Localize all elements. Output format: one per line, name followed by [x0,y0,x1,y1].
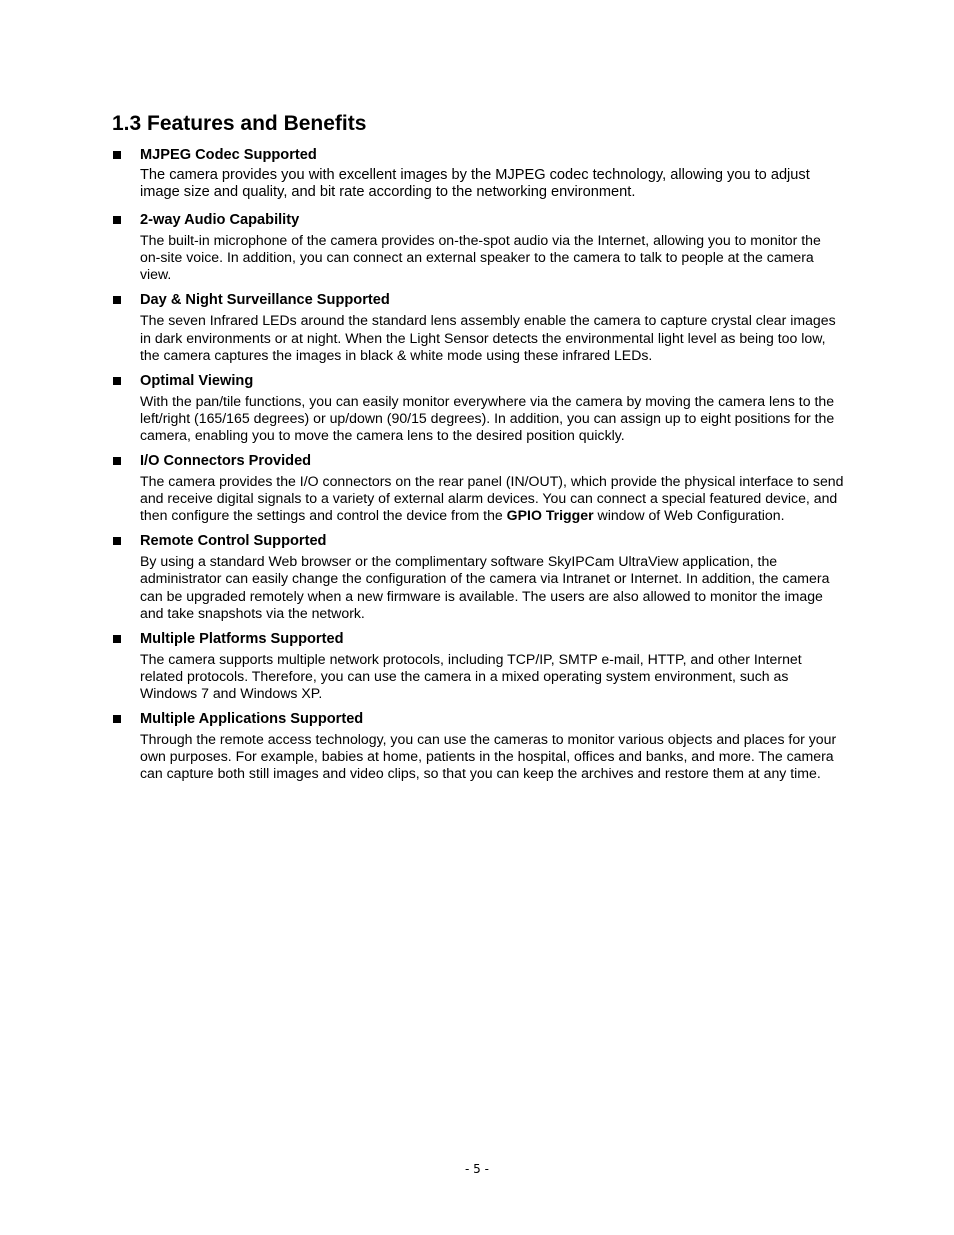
feature-description: The built-in microphone of the camera provides on-the-spot audio via the Internet, allowing you to monitor the on-site voice. In addition, you can connect an external speaker to the camera to talk to people at the camera view. [140,232,821,283]
gpio-trigger-window-name: GPIO Trigger [506,507,594,524]
feature-heading [112,709,847,729]
feature-heading [112,145,847,165]
feature-title: 2-way Audio Capability [140,212,300,229]
feature-heading [112,290,847,310]
feature-description: The seven Infrared LEDs around the standard lens assembly enable the camera to capture crystal clear images in dark environments or at night. When the Light Sensor detects the environmental light level as being too low, the camera captures the images in black & white mode using these infrared LEDs. [140,312,836,363]
feature-title: Multiple Applications Supported [140,710,364,727]
feature-title: Multiple Platforms Supported [140,630,344,647]
feature-title: Remote Control Supported [140,533,327,550]
feature-title: MJPEG Codec Supported [140,147,317,163]
section-title: 1.3 Features and Benefits [112,112,367,135]
feature-title: Day & Night Surveillance Supported [140,292,390,309]
feature-heading [112,629,847,649]
square-bullet-icon [113,377,121,385]
feature-description-text: The camera provides the I/O connectors on the rear panel (IN/OUT), which provide the physical interface to send and receive digital signals to a variety of external alarm devices. You can connect a special featured device, and then configure the settings and control the device from the [140,473,844,524]
feature-item [112,629,847,702]
square-bullet-icon [113,635,121,643]
feature-description: With the pan/tile functions, you can easily monitor everywhere via the camera by moving the camera lens to the left/right (165/165 degrees) or up/down (90/15 degrees). In addition, you can assign up to eight positions for the camera, enabling you to move the camera lens to the desired position quickly. [140,392,835,443]
feature-description: The camera provides you with excellent images by the MJPEG codec technology, allowing you to adjust image size and quality, and bit rate according to the networking environment. [140,167,810,201]
feature-heading [112,210,847,230]
feature-item [112,210,847,283]
feature-description: By using a standard Web browser or the complimentary software SkyIPCam UltraView application, the administrator can easily change the configuration of the camera via Intranet or Internet. In addition, the camera can be upgraded remotely when a new firmware is available. The users are also allowed to monitor the image and take snapshots via the network. [140,553,830,621]
feature-list [112,145,847,782]
feature-description [140,473,845,524]
square-bullet-icon [113,457,121,465]
feature-item [112,371,847,444]
feature-title: Optimal Viewing [140,372,254,389]
square-bullet-icon [113,216,121,224]
feature-item [112,709,847,782]
feature-heading [112,371,847,391]
square-bullet-icon [113,715,121,723]
square-bullet-icon [113,296,121,304]
page-number: - 5 - [465,1162,489,1176]
feature-heading [112,531,847,551]
feature-item [112,290,847,363]
feature-item [112,451,847,524]
feature-description-text: window of Web Configuration. [593,507,785,524]
feature-description: The camera supports multiple network protocols, including TCP/IP, SMTP e-mail, HTTP, and other Internet related protocols. Therefore, you can use the camera in a mixed operating system environment, such as Windows 7 and Windows XP. [140,650,802,701]
feature-description: Through the remote access technology, you can use the cameras to monitor various objects and places for your own purposes. For example, babies at home, patients in the hospital, offices and banks, and more. The camera can capture both still images and video clips, so that you can keep the archives and restore them at any time. [140,730,837,782]
feature-item [112,145,847,201]
square-bullet-icon [113,151,121,159]
feature-item [112,531,847,621]
feature-title: I/O Connectors Provided [140,453,312,470]
feature-heading [112,451,847,471]
square-bullet-icon [113,537,121,545]
